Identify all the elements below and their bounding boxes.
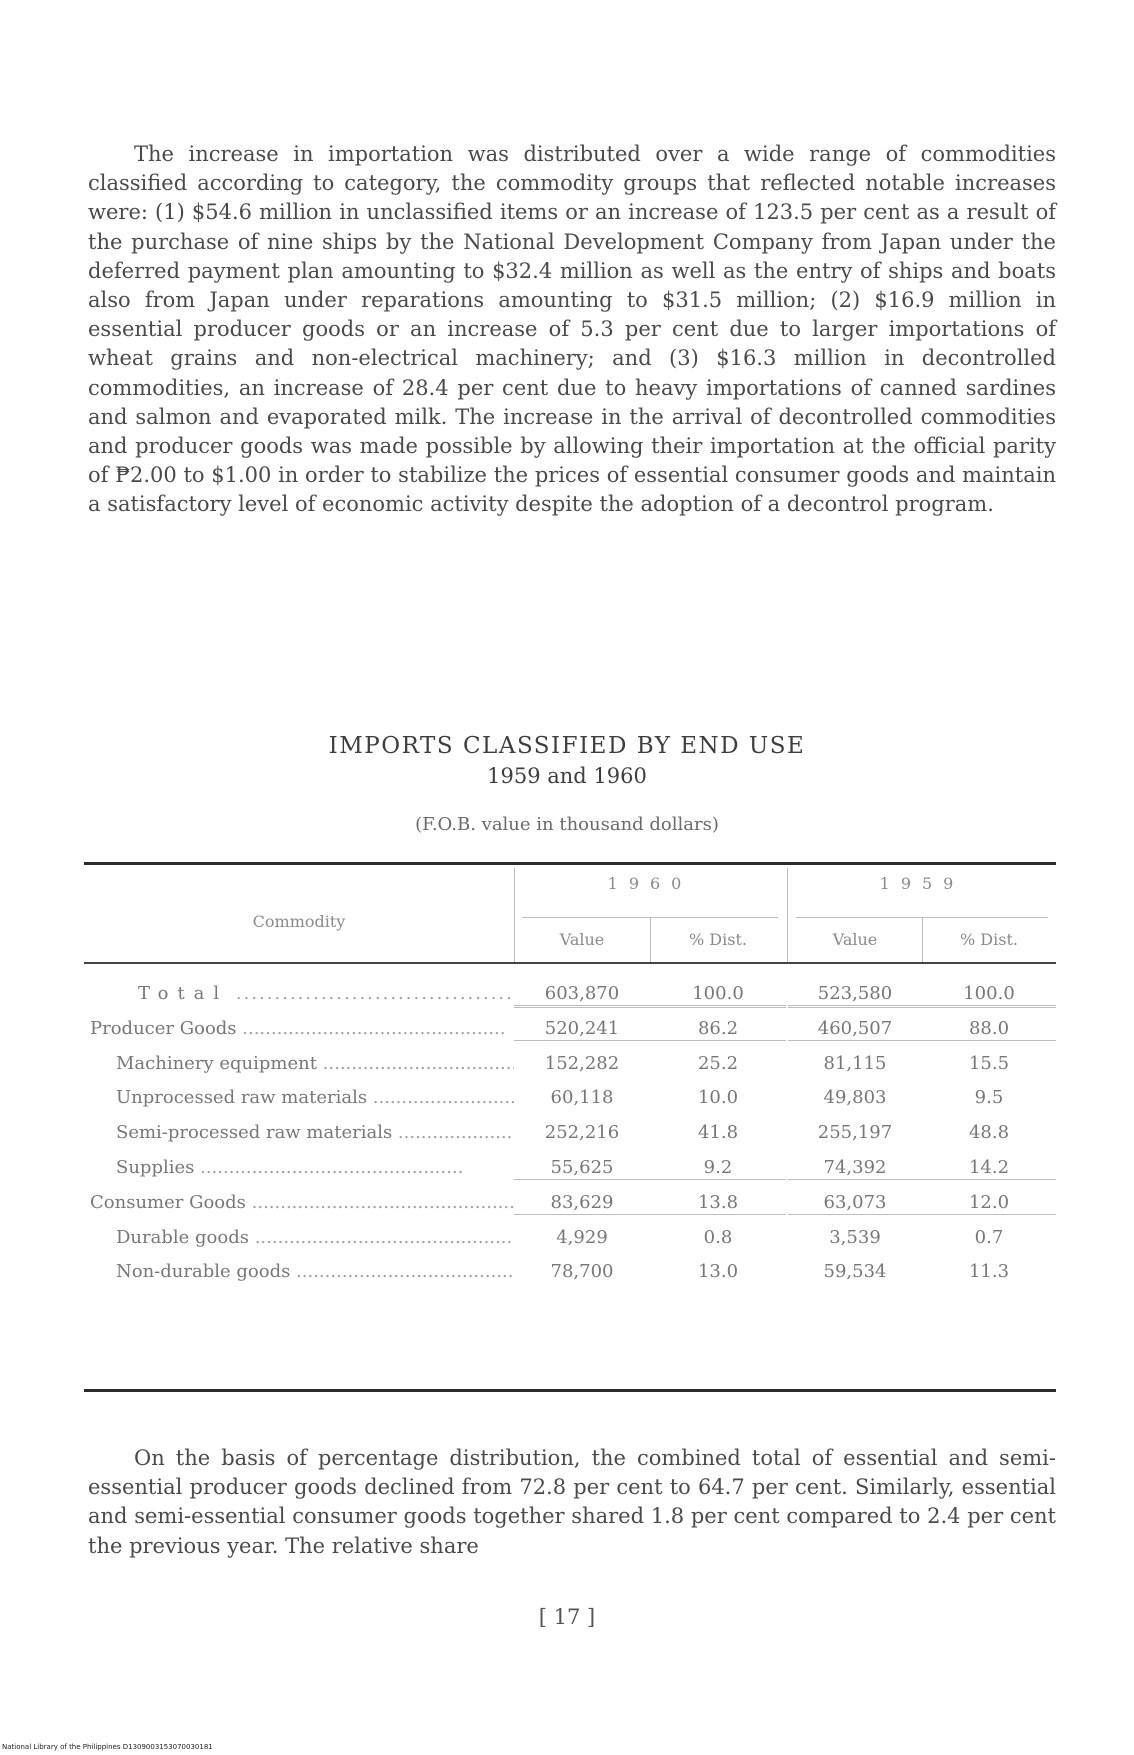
cell-value-1959: 3,539 xyxy=(829,1226,881,1248)
row-label: Consumer Goods ..... xyxy=(90,1192,514,1213)
cell-dist-1960: 10.0 xyxy=(697,1087,739,1109)
table-title: IMPORTS CLASSIFIED BY END USE xyxy=(328,733,806,759)
cell-value-1959: 460,507 xyxy=(788,1018,922,1041)
table-row xyxy=(84,1219,1056,1254)
cell-dist-1960: 9.2 xyxy=(650,1157,786,1180)
cell-value-1960: 603,870 xyxy=(514,983,650,1008)
closing-paragraph: On the basis of percentage distribution, the combined total of essential and semi-essential producer goods declined from 72.8 per cent to 64.7 per cent. Similarly, essential and semi-essential consumer goods together shared 1.8 per cent compared to 2.4 per cent the previous year. The relative share xyxy=(88,1446,1056,1558)
cell-value-1959: 59,534 xyxy=(823,1261,887,1283)
table-row xyxy=(84,1253,1056,1288)
table-unit-note: (F.O.B. value in thousand dollars) xyxy=(415,814,719,835)
row-label: Producer Goods ..... xyxy=(90,1018,514,1039)
header-value-1959: Value xyxy=(832,930,878,949)
cell-dist-1959: 48.8 xyxy=(968,1122,1010,1144)
column-divider xyxy=(650,918,651,962)
cell-dist-1959: 15.5 xyxy=(968,1052,1010,1074)
row-label: Machinery equipment ..... xyxy=(116,1053,514,1074)
row-label: Unprocessed raw materials ..... xyxy=(116,1087,514,1108)
cell-dist-1959: 0.7 xyxy=(974,1226,1004,1248)
header-dist-1959: % Dist. xyxy=(960,930,1018,949)
table-header-rule xyxy=(84,962,1056,964)
cell-value-1959: 49,803 xyxy=(823,1087,887,1109)
header-commodity: Commodity xyxy=(252,912,346,931)
cell-dist-1959: 88.0 xyxy=(922,1018,1056,1041)
table-row-total xyxy=(84,975,1056,1010)
table-top-rule xyxy=(84,862,1056,865)
table-row xyxy=(84,1079,1056,1114)
cell-dist-1959: 14.2 xyxy=(922,1157,1056,1180)
cell-dist-1959: 11.3 xyxy=(968,1261,1010,1283)
cell-value-1960: 55,625 xyxy=(514,1157,650,1180)
cell-dist-1960: 86.2 xyxy=(650,1018,786,1041)
cell-value-1960: 252,216 xyxy=(544,1122,620,1144)
intro-paragraph: The increase in importation was distributed over a wide range of commodities classified according to category, the commodity groups that reflected notable increases were: (1) $54.6 million in unclassified items or an increase of 123.5 per cent as a result of the purchase of nine ships by the National Development Company from Japan under the deferred payment plan amounting to $32.4 million as well as the entry of ships and boats also from Japan under reparations amounting to $31.5 million; (2) $16.9 million in essential producer goods or an increase of 5.3 per cent due to larger importations of wheat grains and non-electrical machinery; and (3) $16.3 million in decontrolled commodities, an increase of 28.4 per cent due to heavy importations of canned sardines and salmon and evaporated milk. The increase in the arrival of decontrolled commodities and producer goods was made possible by allowing their importation at the official parity of ₱2.00 to $1.00 in order to stabilize the prices of essential consumer goods and maintain a satisfactory level of economic activity despite the adoption of a decontrol program. xyxy=(88,142,1056,517)
table-row xyxy=(84,1045,1056,1080)
cell-value-1960: 60,118 xyxy=(550,1087,614,1109)
cell-value-1959: 523,580 xyxy=(788,983,922,1008)
header-year-1960: 1960 xyxy=(607,874,693,893)
table-body xyxy=(84,975,1056,1288)
table-row xyxy=(84,1114,1056,1149)
cell-value-1960: 83,629 xyxy=(514,1192,650,1215)
cell-value-1960: 152,282 xyxy=(544,1052,620,1074)
cell-value-1959: 255,197 xyxy=(817,1122,893,1144)
header-year-1959: 1959 xyxy=(879,874,965,893)
cell-value-1960: 520,241 xyxy=(514,1018,650,1041)
column-divider xyxy=(922,918,923,962)
cell-dist-1960: 100.0 xyxy=(650,983,786,1008)
cell-dist-1960: 25.2 xyxy=(697,1052,739,1074)
cell-value-1960: 4,929 xyxy=(556,1226,608,1248)
cell-dist-1960: 0.8 xyxy=(703,1226,733,1248)
row-label: Non-durable goods ..... xyxy=(116,1261,514,1282)
cell-dist-1960: 13.8 xyxy=(650,1192,786,1215)
cell-value-1959: 63,073 xyxy=(788,1192,922,1215)
cell-dist-1960: 41.8 xyxy=(697,1122,739,1144)
header-value-1960: Value xyxy=(559,930,605,949)
table-bottom-rule xyxy=(84,1389,1056,1392)
scan-footer: National Library of the Philippines D1309003153070030181 xyxy=(2,1743,213,1751)
row-label: Semi-processed raw materials ..... xyxy=(116,1122,514,1143)
page-number: [ 17 ] xyxy=(538,1605,596,1629)
cell-dist-1959: 12.0 xyxy=(922,1192,1056,1215)
cell-dist-1959: 9.5 xyxy=(974,1087,1004,1109)
cell-dist-1959: 100.0 xyxy=(922,983,1056,1008)
cell-dist-1960: 13.0 xyxy=(697,1261,739,1283)
row-label: Total ..... xyxy=(138,983,514,1004)
cell-value-1959: 81,115 xyxy=(823,1052,887,1074)
cell-value-1959: 74,392 xyxy=(788,1157,922,1180)
table-row-consumer-goods xyxy=(84,1184,1056,1219)
table-row xyxy=(84,1149,1056,1184)
table-row-producer-goods xyxy=(84,1010,1056,1045)
column-divider xyxy=(514,868,515,962)
row-label: Supplies ..... xyxy=(116,1157,514,1178)
header-dist-1960: % Dist. xyxy=(689,930,747,949)
table-years: 1959 and 1960 xyxy=(487,764,647,788)
cell-value-1960: 78,700 xyxy=(550,1261,614,1283)
row-label: Durable goods ..... xyxy=(116,1227,514,1248)
column-divider xyxy=(787,868,788,962)
